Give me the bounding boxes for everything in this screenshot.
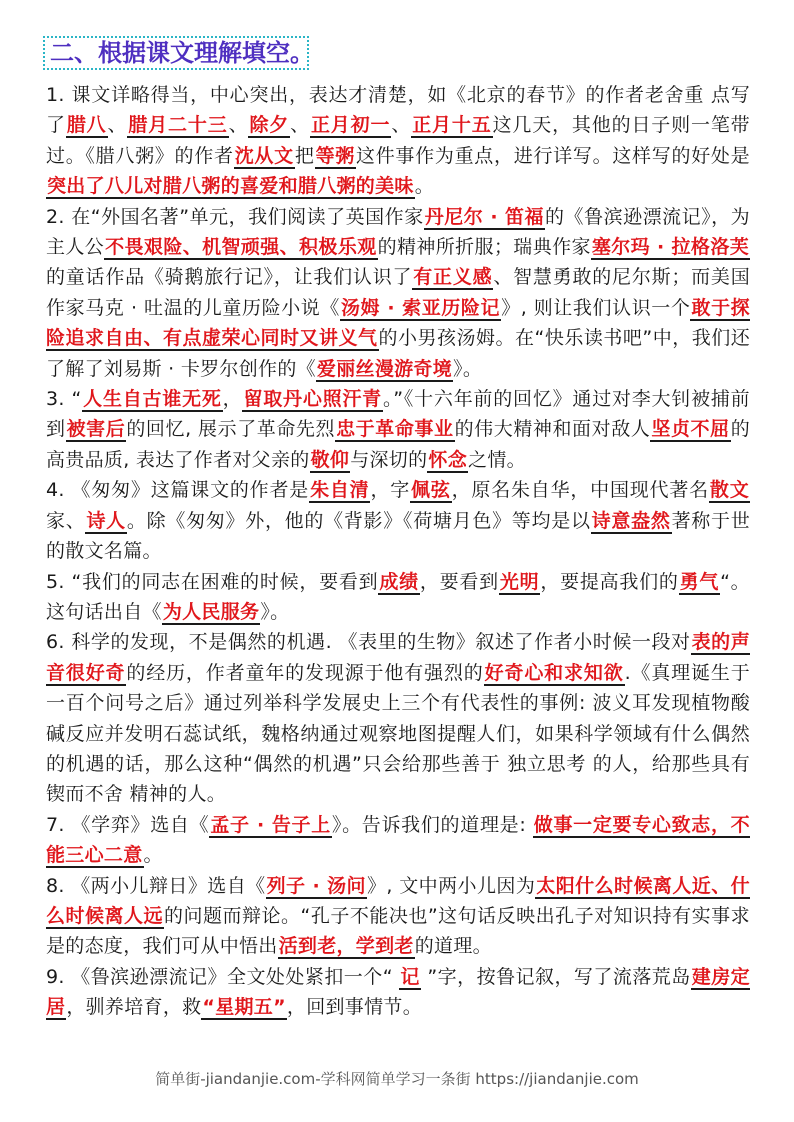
question-text: 》, 文中两小儿因为 (366, 874, 536, 897)
answer-blank: 爱丽丝漫游奇境 (316, 357, 453, 380)
question-text: 的经历，作者童年的发现源于他有强烈的 (126, 661, 484, 684)
answer-blank: 除夕 (249, 114, 290, 137)
question-text: “。这句话出自《 (46, 570, 750, 623)
question-text: 2. 在“外国名著”单元，我们阅读了英国作家 (46, 205, 424, 228)
answer-blank: 沈从文 (234, 144, 294, 167)
answer-blank: 人生自古谁无死 (82, 388, 222, 411)
answer-blank: 光明 (499, 570, 540, 593)
question-text: 7. 《学弈》选自《 (46, 813, 210, 836)
answer-blank: 朱自清 (310, 479, 370, 502)
question-text: 》。 (453, 357, 483, 380)
answer-blank: 留取丹心照汗青 (243, 388, 382, 411)
question-text: 的《鲁滨逊漂流记》，为主人公 (46, 205, 750, 259)
question-text: 5. “我们的同志在困难的时候，要看到 (46, 570, 379, 593)
footer-watermark-text: 简单街-jiandanjie.com-学科网简单学习一条街 https://jiandanjie.com (155, 1070, 639, 1088)
question-text: 把 (294, 144, 315, 167)
answer-blank: 突出了八儿对腊八粥的喜爱和腊八粥的美味 (47, 175, 414, 198)
section-title: 二、根据课文理解填空。 (50, 39, 314, 67)
question-text: ，要提高我们的 (540, 570, 679, 593)
answer-blank: 腊八 (66, 114, 107, 137)
question-text: 的童话作品《骑鹅旅行记》，让我们认识了 (46, 266, 413, 289)
question-text: 这件事作为重点，进行详写。这样写的好处是 (356, 144, 750, 167)
question-1 (46, 80, 750, 202)
question-8 (46, 871, 750, 962)
answer-blank: 忠于革命事业 (336, 418, 454, 441)
question-text: 与深切的 (350, 448, 428, 471)
questions-list (46, 80, 750, 1023)
answer-blank: 做事一定要专心致志，不能三心二意 (46, 813, 750, 867)
question-text: 6. 科学的发现，不是偶然的机遇. 《表里的生物》叙述了作者小时候一段对 (46, 631, 691, 654)
question-text: 。 (414, 175, 435, 198)
answer-blank: 有正义感 (413, 266, 493, 289)
answer-blank: 腊月二十三 (128, 114, 228, 137)
question-text: ，驯养培育，救 (66, 996, 202, 1019)
question-text: 1. 课文详略得当，中心突出，表达才清楚，如《北京的春节》的作者老舍重 点写了 (46, 84, 750, 137)
question-text: 。 (143, 844, 163, 867)
question-text: 》, 则让我们认识一个 (501, 296, 691, 319)
question-text: ，回到事情节。 (286, 996, 423, 1019)
question-text: .《真理诞生于一百个问号之后》通过列举科学发展史上三个有代表性的事例: 波义耳发现植物酸碱反应并发明石蕊试纸，魏格纳通过观察地图提醒人们，如果科学领域有什么偶然的机遇的话，那么这种“偶然的机遇”只会给那些善于 独立思考 的人，给那些具有 锲而不舍 精神的人。 (46, 661, 750, 806)
answer-blank: 被害后 (66, 418, 126, 441)
question-text: ”字，按鲁记叙，写了流落荒岛 (420, 965, 691, 988)
question-9 (46, 962, 750, 1023)
answer-blank: 列子 · 汤问 (266, 874, 366, 897)
question-text: ，要看到 (419, 570, 499, 593)
question-text: 。”《十六年前的回忆》通过对李大钊被捕前到 (46, 388, 750, 441)
answer-blank: 活到老，学到老 (278, 935, 414, 958)
question-text: 8. 《两小儿辩日》选自《 (46, 874, 266, 897)
question-text: 的伟大精神和面对敌人 (454, 418, 651, 441)
answer-blank: 不畏艰险、机智顽强、积极乐观 (105, 236, 377, 259)
question-text: ， (222, 388, 243, 411)
question-text: 3. “ (46, 388, 82, 411)
answer-blank: 孟子 · 告子上 (210, 813, 331, 836)
question-text: 。除《匆匆》外，他的《背影》《荷塘月色》等均是以 (126, 509, 591, 532)
question-text: 的小男孩汤姆。在“快乐读书吧”中，我们还了解了刘易斯 · 卡罗尔创作的《 (46, 327, 751, 380)
question-text: 4. 《匆匆》这篇课文的作者是 (46, 479, 310, 502)
question-text: 9. 《鲁滨逊漂流记》全文处处紧扣一个“ (46, 965, 400, 988)
question-2 (46, 202, 750, 384)
answer-blank: 正月十五 (412, 114, 492, 137)
answer-blank: 为人民服务 (162, 600, 260, 623)
question-text: 的道理。 (414, 935, 492, 958)
question-5 (46, 567, 750, 628)
answer-blank: 表的声音很好奇 (46, 631, 750, 684)
answer-blank: 敬仰 (310, 448, 350, 471)
answer-blank: 诗人 (86, 509, 126, 532)
answer-blank: 敢于探险追求自由、有点虚荣心同时又讲义气 (46, 296, 750, 350)
answer-blank: 记 (400, 965, 420, 988)
answer-blank: “星期五” (202, 996, 286, 1019)
question-text: 》。 (260, 600, 290, 623)
answer-blank: 坚贞不屈 (651, 418, 730, 441)
question-text: 、 (228, 114, 249, 137)
answer-blank: 好奇心和求知欲 (484, 661, 624, 684)
question-text: 家、 (46, 509, 86, 532)
question-3 (46, 384, 750, 475)
answer-blank: 塞尔玛 · 拉格洛芙 (591, 236, 750, 259)
question-text: 的精神所折服；瑞典作家 (377, 236, 591, 259)
question-text: 、智慧勇敢的尼尔斯；而美国作家马克 · 吐温的儿童历险小说《 (46, 266, 750, 319)
question-text: 之情。 (468, 448, 526, 471)
question-text: 的回忆, 展示了革命先烈 (126, 418, 336, 441)
question-text: 这几天，其他的日子则一笔带过。《腊八粥》的作者 (46, 114, 750, 167)
answer-blank: 太阳什么时候离人近、什么时候离人远 (46, 874, 750, 927)
answer-blank: 散文 (709, 479, 749, 502)
answer-blank: 诗意盎然 (591, 509, 671, 532)
question-text: ，原名朱自华，中国现代著名 (451, 479, 709, 502)
answer-blank: 勇气 (679, 570, 720, 593)
answer-blank: 成绩 (379, 570, 419, 593)
answer-blank: 佩弦 (411, 479, 451, 502)
answer-blank: 怀念 (428, 448, 468, 471)
question-text: 的问题而辩论。“孔子不能决也”这句话反映出孔子对知识持有实事求是的态度，我们可从中悟出 (46, 904, 750, 958)
answer-blank: 丹尼尔 · 笛福 (424, 205, 545, 228)
question-text: 》。告诉我们的道理是: (331, 813, 533, 836)
question-text: 著称于世的散文名篇。 (46, 509, 751, 563)
question-text: 的高贵品质, 表达了作者对父亲的 (46, 418, 751, 471)
question-7 (46, 810, 750, 871)
question-text: 、 (290, 114, 310, 137)
question-text: 、 (107, 114, 128, 137)
answer-blank: 汤姆 · 索亚历险记 (340, 296, 501, 319)
question-text: 、 (391, 114, 412, 137)
answer-blank: 正月初一 (310, 114, 391, 137)
answer-blank: 建房定居 (46, 965, 750, 1019)
question-text: ，字 (370, 479, 411, 502)
answer-blank: 等粥 (315, 144, 355, 167)
question-6 (46, 627, 750, 809)
question-4 (46, 475, 750, 566)
